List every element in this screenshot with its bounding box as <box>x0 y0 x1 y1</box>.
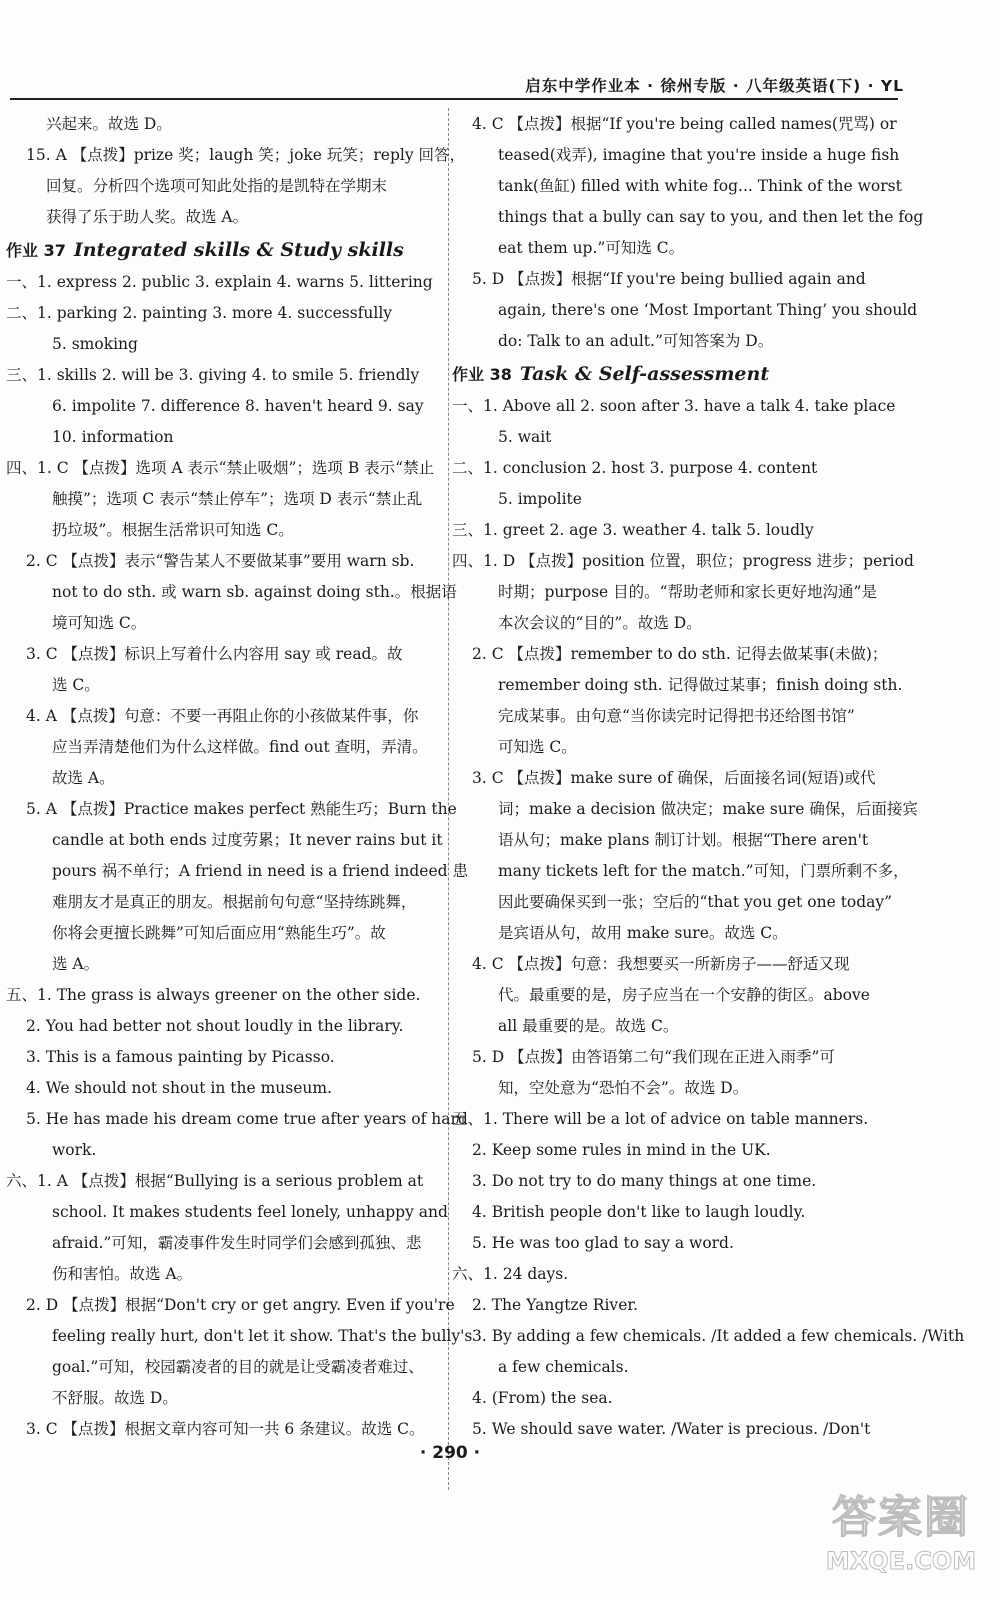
watermark-sub-text: MXQE.COM <box>825 1547 977 1575</box>
answer-line: pours 祸不单行；A friend in need is a friend indeed 患 <box>52 862 468 880</box>
answer-line: 二、1. conclusion 2. host 3. purpose 4. content <box>452 459 818 477</box>
answer-line: 触摸”；选项 C 表示“禁止停车”；选项 D 表示“禁止乱 <box>52 490 423 508</box>
answer-line: 4. (From) the sea. <box>472 1389 613 1407</box>
answer-line: afraid.”可知，霸凌事件发生时同学们会感到孤独、悲 <box>52 1234 422 1252</box>
answer-line: 应当弄清楚他们为什么这样做。find out 查明，弄清。 <box>52 738 428 756</box>
answer-line: 三、1. greet 2. age 3. weather 4. talk 5. loudly <box>452 521 814 539</box>
answer-line: 二、1. parking 2. painting 3. more 4. successfully <box>6 304 393 322</box>
answer-line: 3. By adding a few chemicals. /It added a few chemicals. /With <box>472 1327 965 1345</box>
answer-line: 回复。分析四个选项可知此处指的是凯特在学期末 <box>46 177 388 195</box>
answer-line: 2. C 【点拨】remember to do sth. 记得去做某事(未做)； <box>472 645 888 663</box>
answer-line: 兴起来。故选 D。 <box>46 115 172 133</box>
answer-line: 6. impolite 7. difference 8. haven't heard 9. say <box>52 397 424 415</box>
answer-line: 5. impolite <box>498 490 582 508</box>
answer-line: 5. smoking <box>52 335 138 353</box>
answer-line: 六、1. 24 days. <box>452 1265 569 1283</box>
section-heading <box>452 357 900 391</box>
answer-line: 扔垃圾”。根据生活常识可知选 C。 <box>52 521 294 539</box>
answer-line: 境可知选 C。 <box>52 614 147 632</box>
answer-line: 难朋友才是真正的朋友。根据前句句意“坚持练跳舞， <box>52 893 417 911</box>
section-heading <box>6 233 432 267</box>
answer-line: 三、1. skills 2. will be 3. giving 4. to smile 5. friendly <box>6 366 420 384</box>
answer-line: 3. C 【点拨】make sure of 确保，后面接名词(短语)或代 <box>472 769 876 787</box>
answer-line: 10. information <box>52 428 174 446</box>
answer-line: 2. Keep some rules in mind in the UK. <box>472 1141 771 1159</box>
answer-line: 伤和害怕。故选 A。 <box>52 1265 193 1283</box>
answer-line: not to do sth. 或 warn sb. against doing sth.。根据语 <box>52 583 457 601</box>
answer-line: do: Talk to an adult.”可知答案为 D。 <box>498 332 774 350</box>
answer-line: 代。最重要的是，房子应当在一个安静的街区。above <box>498 986 870 1004</box>
answer-line: 选 C。 <box>52 676 100 694</box>
answer-line: 5. wait <box>498 428 552 446</box>
answer-line: 5. He was too glad to say a word. <box>472 1234 734 1252</box>
answer-line: 2. C 【点拨】表示“警告某人不要做某事”要用 warn sb. <box>26 552 415 570</box>
answer-line: 5. He has made his dream come true after years of hard <box>26 1110 468 1128</box>
answer-line: work. <box>52 1141 97 1159</box>
answer-line: 3. This is a famous painting by Picasso. <box>26 1048 335 1066</box>
answer-line: 四、1. D 【点拨】position 位置，职位；progress 进步；period <box>452 552 914 570</box>
answer-line: 2. The Yangtze River. <box>472 1296 638 1314</box>
answer-line: candle at both ends 过度劳累；It never rains but it <box>52 831 443 849</box>
answer-line: 获得了乐于助人奖。故选 A。 <box>46 208 249 226</box>
answer-line: 四、1. C 【点拨】选项 A 表示“禁止吸烟”；选项 B 表示“禁止 <box>6 459 435 477</box>
answer-line: 3. Do not try to do many things at one time. <box>472 1172 817 1190</box>
answer-line: things that a bully can say to you, and then let the fog <box>498 208 924 226</box>
answer-line: 5. D 【点拨】由答语第二句“我们现在正进入雨季”可 <box>472 1048 835 1066</box>
answer-line: 3. C 【点拨】根据文章内容可知一共 6 条建议。故选 C。 <box>26 1420 425 1438</box>
answer-line: 5. A 【点拨】Practice makes perfect 熟能生巧；Burn the <box>26 800 457 818</box>
answer-line: teased(戏弄), imagine that you're inside a huge fish <box>498 146 900 164</box>
answer-line: 一、1. express 2. public 3. explain 4. warns 5. littering <box>6 273 433 291</box>
answer-line: 4. C 【点拨】根据“If you're being called names(咒骂) or <box>472 115 897 133</box>
answer-line: 时期；purpose 目的。“帮助老师和家长更好地沟通”是 <box>498 583 877 601</box>
answer-line: 六、1. A 【点拨】根据“Bullying is a serious problem at <box>6 1172 424 1190</box>
answer-line: 4. C 【点拨】句意：我想要买一所新房子——舒适又现 <box>472 955 850 973</box>
watermark-main-text: 答案圈 <box>832 1492 970 1543</box>
answer-line: 15. A 【点拨】prize 奖；laugh 笑；joke 玩笑；reply 回答， <box>26 146 466 164</box>
answer-line: 一、1. Above all 2. soon after 3. have a talk 4. take place <box>452 397 896 415</box>
answer-line: 词；make a decision 做决定；make sure 确保，后面接宾 <box>498 800 918 818</box>
answer-line: 选 A。 <box>52 955 100 973</box>
header-rule <box>10 98 898 100</box>
running-header: 启东中学作业本 · 徐州专版 · 八年级英语(下) · YL <box>525 77 904 95</box>
answer-line: 因此要确保买到一张；空后的“that you get one today” <box>498 893 893 911</box>
answer-line: eat them up.”可知选 C。 <box>498 239 685 257</box>
answer-line: 2. D 【点拨】根据“Don't cry or get angry. Even if you're <box>26 1296 455 1314</box>
answer-line: again, there's one ‘Most Important Thing’ you should <box>498 301 918 319</box>
answer-line: 完成某事。由句意“当你读完时记得把书还给图书馆” <box>498 707 855 725</box>
answer-line: 5. We should save water. /Water is precious. /Don't <box>472 1420 871 1438</box>
answer-line: 可知选 C。 <box>498 738 577 756</box>
answer-line: a few chemicals. <box>498 1358 629 1376</box>
answer-line: all 最重要的是。故选 C。 <box>498 1017 679 1035</box>
right-column <box>452 109 965 1445</box>
page-number: · 290 · <box>419 1443 481 1463</box>
answer-line: many tickets left for the match.”可知，门票所剩不多， <box>498 862 909 880</box>
answer-line: 5. D 【点拨】根据“If you're being bullied again and <box>472 270 866 288</box>
answer-line: 4. British people don't like to laugh loudly. <box>472 1203 806 1221</box>
answer-line: 是宾语从句，故用 make sure。故选 C。 <box>498 924 788 942</box>
answer-line: remember doing sth. 记得做过某事；finish doing sth. <box>498 676 903 694</box>
answer-line: 本次会议的“目的”。故选 D。 <box>498 614 702 632</box>
answer-line: goal.”可知，校园霸凌者的目的就是让受霸凌者难过、 <box>52 1358 424 1376</box>
answer-line: school. It makes students feel lonely, unhappy and <box>52 1203 448 1221</box>
answer-line: 不舒服。故选 D。 <box>52 1389 178 1407</box>
answer-line: feeling really hurt, don't let it show. That's the bully's <box>52 1327 473 1345</box>
watermark-logo <box>808 1490 994 1600</box>
section-title: Integrated skills & Study skills <box>73 239 404 261</box>
answer-line: 3. C 【点拨】标识上写着什么内容用 say 或 read。故 <box>26 645 403 663</box>
answer-line: 故选 A。 <box>52 769 115 787</box>
answer-line: 五、1. There will be a lot of advice on table manners. <box>452 1110 869 1128</box>
answer-line: 4. We should not shout in the museum. <box>26 1079 333 1097</box>
answer-line: 语从句；make plans 制订计划。根据“There aren't <box>498 831 869 849</box>
answer-line: 2. You had better not shout loudly in the library. <box>26 1017 404 1035</box>
answer-line: 你将会更擅长跳舞”可知后面应用“熟能生巧”。故 <box>52 924 386 942</box>
section-tag: 作业 37 <box>6 241 66 260</box>
answer-line: 知，空处意为“恐怕不会”。故选 D。 <box>498 1079 749 1097</box>
section-tag: 作业 38 <box>452 365 512 384</box>
left-column <box>6 109 473 1445</box>
answer-line: 4. A 【点拨】句意：不要一再阻止你的小孩做某件事，你 <box>26 707 419 725</box>
answer-line: tank(鱼缸) filled with white fog... Think of the worst <box>498 177 902 195</box>
section-title: Task & Self-assessment <box>519 363 770 385</box>
answer-line: 五、1. The grass is always greener on the other side. <box>6 986 421 1004</box>
